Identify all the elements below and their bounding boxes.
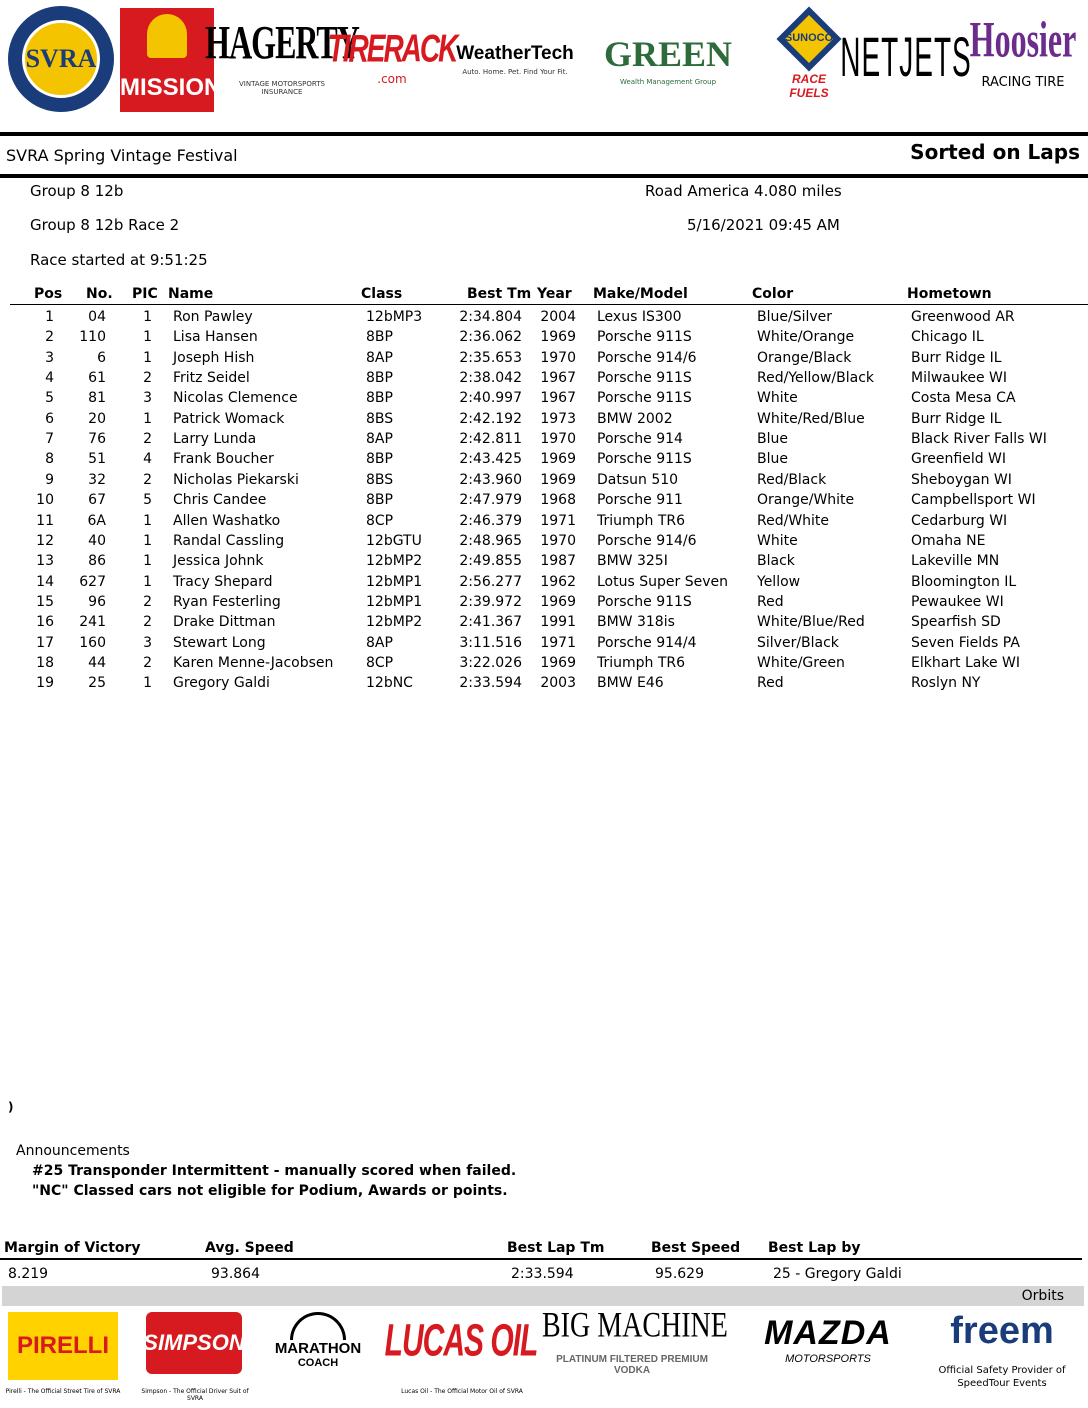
- event-title: SVRA Spring Vintage Festival: [6, 146, 238, 165]
- best-time-cell: 2:47.979: [459, 492, 522, 509]
- announcement-line: #25 Transponder Intermittent - manually scored when failed.: [32, 1163, 517, 1179]
- class-cell: 8AP: [366, 349, 393, 366]
- driver-cell: Stewart Long: [173, 634, 266, 651]
- hoosier-tag: RACING TIRE: [981, 75, 1065, 91]
- avg-speed-value: 93.864: [211, 1266, 260, 1282]
- driver-cell: Patrick Womack: [173, 410, 285, 427]
- hometown-cell: Greenwood AR: [911, 309, 1015, 325]
- freem-logo: [924, 1312, 1080, 1396]
- orbits-bar: [2, 1286, 1084, 1306]
- no-cell: 25: [88, 675, 106, 692]
- pos-cell: 15: [36, 593, 54, 610]
- make-cell: Lotus Super Seven: [597, 573, 728, 590]
- color-cell: Red: [757, 593, 784, 610]
- pic-cell: 5: [143, 492, 152, 509]
- class-cell: 12bMP2: [366, 614, 423, 631]
- svra-logo: [8, 6, 114, 112]
- page-marker: ): [8, 1100, 14, 1114]
- summary-rule: [0, 1258, 1082, 1260]
- year-cell: 1969: [540, 471, 576, 488]
- sunoco-text: SUNOCO: [784, 32, 834, 44]
- make-cell: Porsche 914/4: [597, 634, 697, 651]
- green-tag: Wealth Management Group: [619, 78, 717, 87]
- lucasoil-logo: [384, 1314, 538, 1370]
- hoosier-text: Hoosier: [969, 10, 1077, 68]
- pic-cell: 2: [143, 654, 152, 671]
- no-cell: 32: [88, 471, 106, 488]
- pos-cell: 14: [36, 573, 54, 590]
- pic-cell: 4: [143, 451, 152, 468]
- no-cell: 61: [88, 370, 106, 387]
- make-cell: Lexus IS300: [597, 309, 682, 325]
- col-class: Class: [361, 286, 403, 302]
- pic-cell: 1: [143, 512, 152, 529]
- sunoco-logo: [774, 8, 844, 108]
- driver-cell: Nicolas Clemence: [173, 390, 298, 407]
- pic-cell: 1: [143, 349, 152, 366]
- pic-cell: 2: [143, 614, 152, 631]
- best-speed-value: 95.629: [655, 1266, 704, 1282]
- table-header-rule: [10, 304, 1088, 305]
- hometown-cell: Seven Fields PA: [911, 634, 1020, 651]
- year-cell: 1971: [540, 634, 576, 651]
- col-no: No.: [86, 286, 113, 302]
- pos-cell: 18: [36, 654, 54, 671]
- pos-cell: 7: [45, 431, 54, 448]
- hometown-cell: Burr Ridge IL: [911, 349, 1002, 366]
- color-cell: Red/Black: [757, 471, 827, 488]
- driver-cell: Karen Menne-Jacobsen: [173, 654, 334, 671]
- col-color: Color: [752, 286, 794, 302]
- class-cell: 12bMP2: [366, 553, 423, 570]
- margin-label: Margin of Victory: [4, 1240, 141, 1256]
- class-cell: 12bMP3: [366, 309, 423, 325]
- margin-value: 8.219: [8, 1266, 49, 1282]
- year-cell: 1969: [540, 329, 576, 346]
- pos-cell: 16: [36, 614, 54, 631]
- best-time-cell: 2:34.804: [459, 309, 522, 325]
- pos-cell: 6: [45, 410, 54, 427]
- color-cell: White: [757, 390, 798, 407]
- hometown-cell: Campbellsport WI: [911, 492, 1036, 509]
- best-time-cell: 2:46.379: [459, 512, 522, 529]
- color-cell: Blue: [757, 451, 788, 468]
- driver-cell: Nicholas Piekarski: [173, 471, 299, 488]
- make-cell: BMW 2002: [597, 410, 673, 427]
- marathon-tag: COACH: [297, 1357, 339, 1369]
- year-cell: 1967: [540, 390, 576, 407]
- col-hometown: Hometown: [907, 286, 992, 302]
- driver-cell: Joseph Hish: [173, 349, 255, 366]
- hometown-cell: Cedarburg WI: [911, 512, 1008, 529]
- no-cell: 86: [88, 553, 106, 570]
- best-time-cell: 2:38.042: [459, 370, 522, 387]
- lucasoil-text: LUCAS OIL: [384, 1316, 538, 1366]
- pirelli-text: PIRELLI: [16, 1332, 109, 1359]
- pos-cell: 1: [45, 309, 54, 325]
- mission-logo: [120, 8, 222, 112]
- year-cell: 1970: [540, 349, 576, 366]
- col-make: Make/Model: [593, 286, 688, 302]
- track-label: Road America 4.080 miles: [645, 182, 842, 200]
- pos-cell: 19: [36, 675, 54, 692]
- sunoco-tag: RACE FUELS: [789, 72, 829, 100]
- hagerty-tag: VINTAGE MOTORSPORTS INSURANCE: [238, 79, 325, 96]
- class-cell: 12bGTU: [366, 532, 422, 549]
- pos-cell: 12: [36, 532, 54, 549]
- make-cell: Datsun 510: [597, 471, 679, 488]
- make-cell: Porsche 911: [597, 492, 683, 509]
- hometown-cell: Greenfield WI: [911, 451, 1007, 468]
- best-lap-by-value: 25 - Gregory Galdi: [773, 1266, 902, 1282]
- class-cell: 8AP: [366, 431, 393, 448]
- best-time-cell: 3:22.026: [459, 654, 522, 671]
- class-cell: 8BP: [366, 390, 393, 407]
- no-cell: 51: [88, 451, 106, 468]
- best-lap-value: 2:33.594: [511, 1266, 574, 1282]
- simpson-logo: [143, 1312, 245, 1374]
- pirelli-tag: Pirelli - The Official Street Tire of SVRA: [5, 1388, 121, 1395]
- class-cell: 8BS: [366, 471, 394, 488]
- driver-cell: Lisa Hansen: [173, 329, 258, 346]
- hometown-cell: Black River Falls WI: [911, 431, 1047, 448]
- green-logo: [594, 12, 742, 108]
- pos-cell: 3: [45, 349, 54, 366]
- color-cell: White/Orange: [757, 329, 855, 346]
- color-cell: Red/Yellow/Black: [757, 370, 875, 387]
- no-cell: 627: [79, 573, 106, 590]
- make-cell: BMW 325I: [597, 553, 668, 570]
- mission-logo-text: MISSION: [120, 74, 222, 101]
- color-cell: Orange/White: [757, 492, 855, 509]
- tirerack-logo: [327, 12, 457, 108]
- make-cell: Porsche 911S: [597, 370, 692, 387]
- mazda-text: MAZDA: [764, 1314, 892, 1352]
- make-cell: Triumph TR6: [597, 654, 686, 671]
- hometown-cell: Bloomington IL: [911, 573, 1017, 590]
- no-cell: 96: [88, 593, 106, 610]
- driver-cell: Chris Candee: [173, 492, 267, 509]
- year-cell: 1962: [540, 573, 576, 590]
- hometown-cell: Milwaukee WI: [911, 370, 1008, 387]
- class-cell: 12bMP1: [366, 573, 423, 590]
- marathon-logo: [260, 1312, 376, 1388]
- driver-cell: Larry Lunda: [173, 431, 257, 448]
- hometown-cell: Roslyn NY: [911, 675, 981, 692]
- weathertech-text: WeatherTech: [456, 43, 574, 65]
- no-cell: 241: [79, 614, 106, 631]
- color-cell: White: [757, 532, 798, 549]
- hometown-cell: Spearfish SD: [911, 614, 1001, 631]
- pos-cell: 5: [45, 390, 54, 407]
- bigmachine-tag: PLATINUM FILTERED PREMIUM VODKA: [556, 1354, 708, 1376]
- no-cell: 6A: [87, 512, 106, 529]
- class-cell: 8CP: [366, 512, 394, 529]
- year-cell: 1970: [540, 532, 576, 549]
- driver-cell: Frank Boucher: [173, 451, 274, 468]
- driver-cell: Jessica Johnk: [173, 553, 264, 570]
- color-cell: White/Red/Blue: [757, 410, 865, 427]
- hometown-cell: Omaha NE: [911, 532, 986, 549]
- make-cell: Porsche 911S: [597, 451, 692, 468]
- avg-speed-label: Avg. Speed: [205, 1240, 294, 1256]
- year-cell: 1987: [540, 553, 576, 570]
- pic-cell: 1: [143, 553, 152, 570]
- make-cell: BMW E46: [597, 675, 664, 692]
- best-time-cell: 2:42.811: [459, 431, 522, 448]
- color-cell: Blue: [757, 431, 788, 448]
- class-cell: 8BP: [366, 492, 393, 509]
- hometown-cell: Burr Ridge IL: [911, 410, 1002, 427]
- group-label: Group 8 12b: [30, 182, 124, 200]
- svra-logo-text: SVRA: [25, 44, 97, 73]
- color-cell: Red/White: [757, 512, 830, 529]
- col-name: Name: [168, 286, 214, 302]
- best-time-cell: 2:49.855: [459, 553, 522, 570]
- weathertech-tag: Auto. Home. Pet. Find Your Fit.: [462, 68, 568, 77]
- pic-cell: 1: [143, 532, 152, 549]
- pic-cell: 1: [143, 329, 152, 346]
- no-cell: 20: [88, 410, 106, 427]
- hometown-cell: Elkhart Lake WI: [911, 654, 1021, 671]
- color-cell: White/Blue/Red: [757, 614, 865, 631]
- year-cell: 1971: [540, 512, 576, 529]
- pos-cell: 9: [45, 471, 54, 488]
- header-rule-bottom: [0, 174, 1088, 178]
- driver-cell: Gregory Galdi: [173, 675, 270, 692]
- pic-cell: 1: [143, 675, 152, 692]
- no-cell: 44: [88, 654, 106, 671]
- datetime-label: 5/16/2021 09:45 AM: [687, 216, 840, 234]
- year-cell: 1968: [540, 492, 576, 509]
- no-cell: 6: [97, 349, 106, 366]
- pirelli-logo: [8, 1312, 118, 1380]
- year-cell: 1991: [540, 614, 576, 631]
- class-cell: 8BP: [366, 451, 393, 468]
- best-time-cell: 2:39.972: [459, 593, 522, 610]
- col-pic: PIC: [132, 286, 158, 302]
- no-cell: 81: [88, 390, 106, 407]
- make-cell: Porsche 914/6: [597, 532, 697, 549]
- best-time-cell: 2:48.965: [459, 532, 522, 549]
- race-label: Group 8 12b Race 2: [30, 216, 180, 234]
- hagerty-text: HAGERTY: [205, 14, 359, 69]
- color-cell: Yellow: [757, 573, 801, 590]
- bigmachine-text: BIG MACHINE: [542, 1305, 728, 1346]
- year-cell: 1969: [540, 451, 576, 468]
- bigmachine-logo: [542, 1305, 728, 1394]
- mazda-logo: [744, 1314, 912, 1386]
- driver-cell: Ron Pawley: [173, 309, 253, 325]
- pos-cell: 13: [36, 553, 54, 570]
- hometown-cell: Lakeville MN: [911, 553, 1000, 570]
- tirerack-tag: .com: [377, 72, 407, 87]
- best-time-cell: 2:56.277: [459, 573, 522, 590]
- best-time-cell: 2:41.367: [459, 614, 522, 631]
- driver-cell: Fritz Seidel: [173, 370, 250, 387]
- make-cell: BMW 318is: [597, 614, 675, 631]
- driver-cell: Tracy Shepard: [173, 573, 273, 590]
- best-time-cell: 3:11.516: [459, 634, 522, 651]
- make-cell: Porsche 911S: [597, 593, 692, 610]
- color-cell: Silver/Black: [757, 634, 839, 651]
- class-cell: 8CP: [366, 654, 394, 671]
- weathertech-logo: [452, 12, 578, 108]
- tirerack-text: TIRERACK: [327, 27, 457, 71]
- col-best: Best Tm: [467, 286, 532, 302]
- make-cell: Porsche 914/6: [597, 349, 697, 366]
- simpson-text: SIMPSON: [143, 1330, 245, 1355]
- pos-cell: 17: [36, 634, 54, 651]
- header-rule-top: [0, 132, 1088, 136]
- year-cell: 2004: [540, 309, 576, 325]
- driver-cell: Allen Washatko: [173, 512, 281, 529]
- pos-cell: 2: [45, 329, 54, 346]
- hometown-cell: Chicago IL: [911, 329, 984, 346]
- pic-cell: 1: [143, 573, 152, 590]
- pic-cell: 1: [143, 410, 152, 427]
- marathon-text: MARATHON: [274, 1340, 362, 1357]
- announcement-line: "NC" Classed cars not eligible for Podium, Awards or points.: [32, 1183, 508, 1199]
- class-cell: 12bNC: [366, 675, 413, 692]
- best-time-cell: 2:42.192: [459, 410, 522, 427]
- mazda-tag: MOTORSPORTS: [785, 1353, 871, 1365]
- best-time-cell: 2:40.997: [459, 390, 522, 407]
- year-cell: 1970: [540, 431, 576, 448]
- no-cell: 160: [79, 634, 106, 651]
- hagerty-logo: [205, 12, 359, 108]
- best-time-cell: 2:35.653: [459, 349, 522, 366]
- pic-cell: 2: [143, 431, 152, 448]
- pos-cell: 10: [36, 492, 54, 509]
- pic-cell: 2: [143, 370, 152, 387]
- freem-text: freem: [950, 1310, 1054, 1352]
- no-cell: 04: [88, 309, 106, 325]
- color-cell: Red: [757, 675, 784, 692]
- hometown-cell: Sheboygan WI: [911, 471, 1012, 488]
- hometown-cell: Pewaukee WI: [911, 593, 1004, 610]
- best-time-cell: 2:43.960: [459, 471, 522, 488]
- year-cell: 2003: [540, 675, 576, 692]
- hoosier-logo: [966, 4, 1080, 108]
- orbits-label: Orbits: [1021, 1288, 1064, 1304]
- color-cell: Black: [757, 553, 795, 570]
- color-cell: Orange/Black: [757, 349, 852, 366]
- make-cell: Porsche 911S: [597, 390, 692, 407]
- best-time-cell: 2:43.425: [459, 451, 522, 468]
- col-pos: Pos: [34, 286, 63, 302]
- hometown-cell: Costa Mesa CA: [911, 390, 1016, 407]
- class-cell: 8AP: [366, 634, 393, 651]
- color-cell: Blue/Silver: [757, 309, 833, 325]
- no-cell: 76: [88, 431, 106, 448]
- year-cell: 1969: [540, 593, 576, 610]
- class-cell: 8BP: [366, 329, 393, 346]
- pic-cell: 3: [143, 634, 152, 651]
- class-cell: 12bMP1: [366, 593, 423, 610]
- no-cell: 40: [88, 532, 106, 549]
- green-text: GREEN: [603, 34, 733, 75]
- make-cell: Porsche 914: [597, 431, 683, 448]
- col-year: Year: [537, 286, 572, 302]
- year-cell: 1967: [540, 370, 576, 387]
- best-time-cell: 2:36.062: [459, 329, 522, 346]
- best-lap-label: Best Lap Tm: [507, 1240, 605, 1256]
- freem-tag: Official Safety Provider of SpeedTour Events: [938, 1365, 1066, 1389]
- simpson-tag: Simpson - The Official Driver Suit of SVRA: [141, 1388, 249, 1402]
- year-cell: 1973: [540, 410, 576, 427]
- class-cell: 8BS: [366, 410, 394, 427]
- driver-cell: Randal Cassling: [173, 532, 285, 549]
- driver-cell: Drake Dittman: [173, 614, 276, 631]
- no-cell: 110: [79, 329, 106, 346]
- no-cell: 67: [88, 492, 106, 509]
- netjets-logo: [840, 8, 972, 108]
- pic-cell: 2: [143, 593, 152, 610]
- class-cell: 8BP: [366, 370, 393, 387]
- pic-cell: 3: [143, 390, 152, 407]
- make-cell: Triumph TR6: [597, 512, 686, 529]
- year-cell: 1969: [540, 654, 576, 671]
- pic-cell: 2: [143, 471, 152, 488]
- sort-label: Sorted on Laps: [910, 140, 1080, 164]
- pos-cell: 11: [36, 512, 54, 529]
- make-cell: Porsche 911S: [597, 329, 692, 346]
- driver-cell: Ryan Festerling: [173, 593, 281, 610]
- best-speed-label: Best Speed: [651, 1240, 741, 1256]
- pos-cell: 4: [45, 370, 54, 387]
- pic-cell: 1: [143, 309, 152, 325]
- laurel-icon: [290, 1312, 346, 1340]
- pos-cell: 8: [45, 451, 54, 468]
- lucasoil-tag: Lucas Oil - The Official Motor Oil of SVRA: [401, 1388, 523, 1395]
- color-cell: White/Green: [757, 654, 845, 671]
- race-start-label: Race started at 9:51:25: [30, 251, 208, 269]
- netjets-text: NETJETS: [840, 26, 972, 88]
- best-lap-by-label: Best Lap by: [768, 1240, 861, 1256]
- announcements-title: Announcements: [16, 1143, 130, 1159]
- best-time-cell: 2:33.594: [459, 675, 522, 692]
